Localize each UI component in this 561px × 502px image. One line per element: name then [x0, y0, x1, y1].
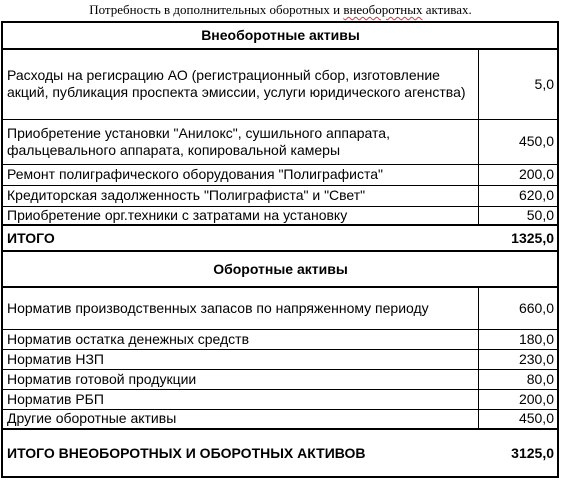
section-title: Оборотные активы	[2, 251, 558, 287]
table-row	[2, 409, 558, 429]
row-value: 5,0	[478, 49, 558, 119]
row-value: 450,0	[478, 409, 558, 429]
row-label: Расходы на регисрацию АО (регистрационный сбор, изготовление акций, публикация проспекта эмиссии, услуги юридического агенства)	[2, 49, 478, 119]
row-label: Кредиторская задолженность "Полиграфиста" и "Свет"	[2, 185, 478, 206]
subtotal-row	[2, 225, 558, 251]
row-label: Ремонт полиграфического оборудования "Полиграфиста"	[2, 164, 478, 185]
table-row	[2, 349, 558, 369]
section-header-current	[2, 251, 558, 287]
row-value: 50,0	[478, 206, 558, 225]
row-value: 200,0	[478, 164, 558, 185]
grand-total-row	[2, 429, 558, 477]
table-row	[2, 185, 558, 206]
row-value: 450,0	[478, 119, 558, 164]
row-value: 200,0	[478, 389, 558, 409]
table-row	[2, 329, 558, 349]
row-label: Норматив РБП	[2, 389, 478, 409]
table-row	[2, 119, 558, 164]
row-label: Норматив НЗП	[2, 349, 478, 369]
row-value: 660,0	[478, 287, 558, 329]
table-row	[2, 206, 558, 225]
table-row	[2, 287, 558, 329]
row-value: 620,0	[478, 185, 558, 206]
section-title: Внеоборотные активы	[2, 22, 558, 49]
row-value: 230,0	[478, 349, 558, 369]
title-prefix: Потребность в дополнительных оборотных и	[89, 2, 344, 17]
grand-total-value: 3125,0	[478, 429, 558, 477]
row-label: Другие оборотные активы	[2, 409, 478, 429]
section-header-noncurrent	[2, 22, 558, 49]
subtotal-value: 1325,0	[478, 225, 558, 251]
subtotal-label: ИТОГО	[2, 225, 478, 251]
table-row	[2, 164, 558, 185]
title-suffix: активах.	[422, 2, 472, 17]
table-row	[2, 389, 558, 409]
row-label: Приобретение установки "Анилокс", сушильного аппарата, фальцевального аппарата, копировальной камеры	[2, 119, 478, 164]
assets-table	[1, 21, 559, 478]
grand-total-label: ИТОГО ВНЕОБОРОТНЫХ И ОБОРОТНЫХ АКТИВОВ	[2, 429, 478, 477]
row-value: 180,0	[478, 329, 558, 349]
row-label: Норматив остатка денежных средств	[2, 329, 478, 349]
table-row	[2, 49, 558, 119]
row-label: Приобретение орг.техники с затратами на установку	[2, 206, 478, 225]
document-title	[0, 3, 561, 17]
row-value: 80,0	[478, 369, 558, 389]
row-label: Норматив готовой продукции	[2, 369, 478, 389]
row-label: Норматив производственных запасов по напряженному периоду	[2, 287, 478, 329]
table-row	[2, 369, 558, 389]
title-spellcheck-word: внеоборотных	[343, 2, 423, 17]
